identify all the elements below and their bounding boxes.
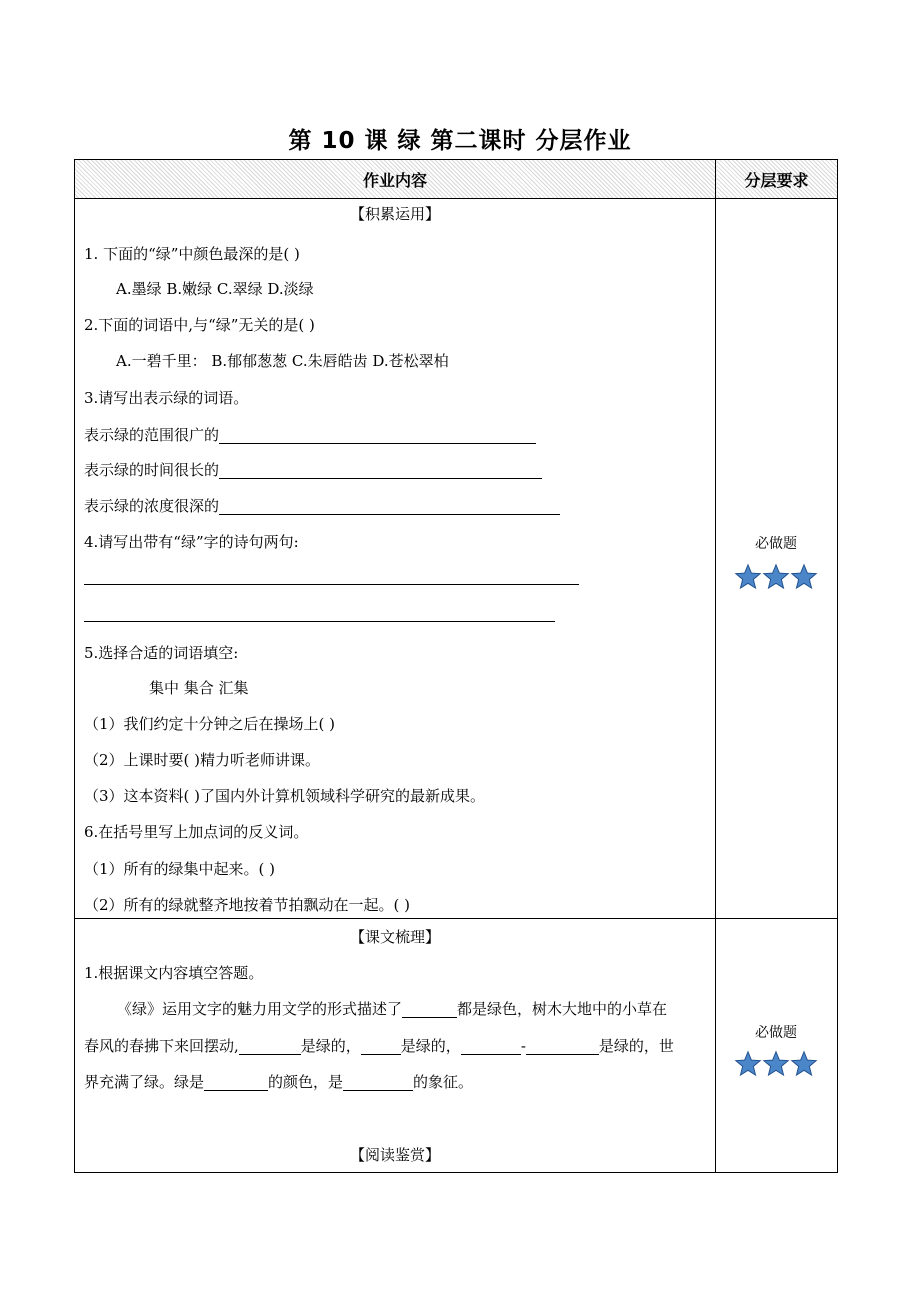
question-1: 1.根据课文内容填空答题。 — [84, 964, 264, 982]
table-header-row — [75, 160, 838, 199]
paragraph-text: 春风的春拂下来回摆动, — [84, 1037, 239, 1055]
blank[interactable] — [361, 1039, 401, 1055]
question-3-c-label: 表示绿的浓度很深的 — [84, 497, 220, 515]
requirement-label: 必做题 — [755, 1025, 797, 1041]
star-rating — [716, 1050, 836, 1078]
paragraph-line-1 — [117, 1000, 667, 1018]
paragraph-text: 是绿的， — [400, 1037, 461, 1055]
question-2: 2.下面的词语中,与“绿”无关的是( ) — [84, 316, 315, 334]
question-1: 1. 下面的“绿”中颜色最深的是( ) — [84, 245, 300, 263]
section-text-review — [75, 919, 715, 1172]
paragraph-text: 界充满了绿。绿是 — [84, 1073, 205, 1091]
question-6-2: （2）所有的绿就整齐地按着节拍飘动在一起。( ) — [84, 896, 411, 914]
section-accumulation — [75, 199, 715, 918]
header-content: 作业内容 — [75, 160, 716, 199]
page-title: 第 10 课 绿 第二课时 分层作业 — [288, 128, 632, 154]
star-icon — [790, 1050, 818, 1078]
question-6: 6.在括号里写上加点词的反义词。 — [84, 823, 309, 841]
paragraph-text: 是绿的，世 — [598, 1037, 674, 1055]
blank[interactable] — [239, 1039, 301, 1055]
requirement-cell-2 — [716, 919, 837, 1172]
section-accumulation-row — [75, 199, 838, 919]
paragraph-text: 是绿的， — [300, 1037, 361, 1055]
question-5: 5.选择合适的词语填空: — [84, 644, 239, 662]
answer-line[interactable] — [219, 463, 542, 479]
answer-line[interactable] — [219, 428, 536, 444]
question-3-a-label: 表示绿的范围很广的 — [84, 426, 220, 444]
blank[interactable] — [204, 1075, 268, 1091]
question-6-1: （1）所有的绿集中起来。( ) — [84, 860, 276, 878]
reading-heading: 【阅读鉴赏】 — [349, 1146, 440, 1164]
answer-line[interactable] — [219, 499, 560, 515]
blank-dash: - — [520, 1037, 526, 1055]
question-3-a — [84, 426, 536, 444]
section-heading: 【课文梳理】 — [349, 928, 440, 946]
question-5-1: （1）我们约定十分钟之后在操场上( ) — [84, 715, 336, 733]
blank[interactable] — [402, 1002, 457, 1018]
star-rating — [716, 563, 836, 591]
question-3-b-label: 表示绿的时间很长的 — [84, 461, 220, 479]
question-3-b — [84, 461, 542, 479]
question-1-options: A.墨绿 B.嫩绿 C.翠绿 D.淡绿 — [116, 280, 314, 298]
answer-line[interactable] — [84, 621, 555, 622]
paragraph-text: 的象征。 — [413, 1073, 474, 1091]
paragraph-text: 都是绿色，树木大地中的小草在 — [457, 1000, 668, 1018]
star-icon — [790, 563, 818, 591]
blank[interactable] — [461, 1039, 521, 1055]
section-heading: 【积累运用】 — [349, 205, 440, 223]
paragraph-text: 的颜色，是 — [268, 1073, 344, 1091]
star-icon — [734, 563, 762, 591]
question-5-words: 集中 集合 汇集 — [149, 679, 249, 697]
paragraph-text: 《绿》运用文字的魅力用文学的形式描述了 — [117, 1000, 403, 1018]
blank[interactable] — [343, 1075, 413, 1091]
question-3-c — [84, 497, 560, 515]
paragraph-line-3 — [84, 1073, 473, 1091]
paragraph-line-2 — [84, 1037, 674, 1055]
question-2-options: A.一碧千里： B.郁郁葱葱 C.朱唇皓齿 D.苍松翠柏 — [116, 352, 449, 370]
question-3: 3.请写出表示绿的词语。 — [84, 389, 249, 407]
question-5-3: （3）这本资料( )了国内外计算机领域科学研究的最新成果。 — [84, 787, 486, 805]
header-requirement: 分层要求 — [716, 160, 838, 199]
question-4: 4.请写出带有“绿”字的诗句两句: — [84, 533, 299, 551]
star-icon — [762, 1050, 790, 1078]
section-text-review-row — [75, 919, 838, 1173]
star-icon — [762, 563, 790, 591]
question-5-2: （2）上课时要( )精力听老师讲课。 — [84, 751, 321, 769]
blank[interactable] — [526, 1039, 599, 1055]
star-icon — [734, 1050, 762, 1078]
homework-table — [74, 159, 838, 1173]
requirement-label: 必做题 — [755, 536, 797, 552]
requirement-cell-1 — [716, 199, 837, 918]
answer-line[interactable] — [84, 584, 579, 585]
